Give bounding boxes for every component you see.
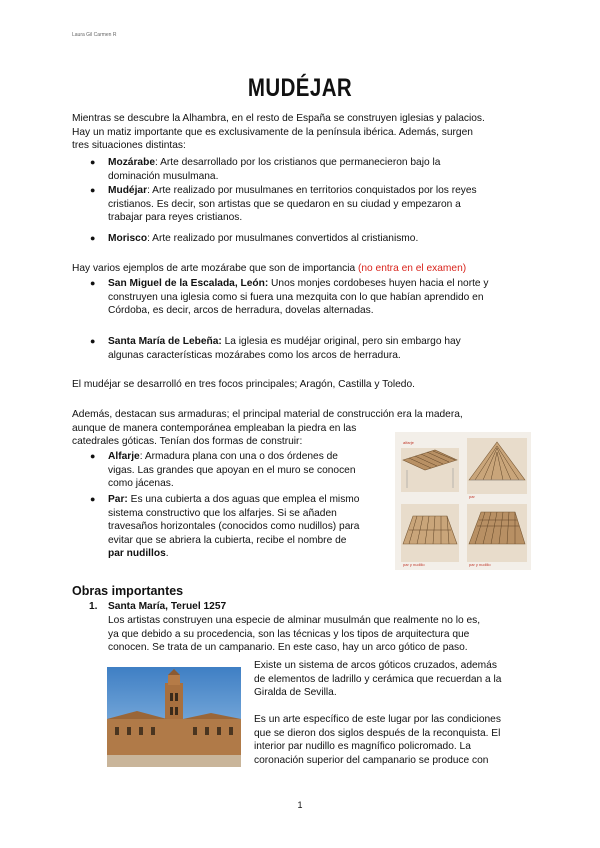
text: algunas características mozárabes como los arcos de herradura.: [108, 349, 401, 361]
diagram-label: par: [469, 494, 475, 499]
bullet-icon: ●: [90, 336, 96, 346]
diagram-label: par y nudillo: [469, 562, 491, 567]
text: aunque de manera contemporánea empleaban la piedra en las: [72, 422, 357, 434]
term: Par:: [108, 494, 128, 505]
text: evitar que se abriera la cubierta, recibe el nombre de: [108, 534, 347, 546]
text: dominación musulmana.: [108, 170, 219, 182]
page-number: 1: [297, 800, 303, 810]
text: : Arte desarrollado por los cristianos que permanecieron bajo la: [155, 157, 441, 168]
text: construyen una iglesia como si fuera una mezquita con lo que habían aprendido en: [108, 291, 484, 303]
text: sistema constructivo que los alfarjes. Si se añaden: [108, 507, 337, 519]
bullet-icon: ●: [90, 233, 96, 243]
intro-line: Mientras se descubre la Alhambra, en el resto de España se construyen iglesias y palacios.: [72, 113, 485, 124]
term: Santa María de Lebeña:: [108, 336, 222, 347]
list-item-alfarje: [108, 450, 393, 491]
term: Morisco: [108, 233, 148, 244]
text: que se dieron dos siglos después de la reconquista. El: [254, 727, 501, 739]
page-title: MUDÉJAR: [247, 74, 353, 102]
item-title: Santa María, Teruel 1257: [108, 601, 227, 612]
photo-svg: [107, 667, 241, 767]
text: catedrales góticas. Tenían dos formas de construir:: [72, 436, 303, 447]
text: conocen. Se trata de un campanario. En este caso, hay un arco gótico de paso.: [108, 642, 468, 653]
bullet-icon: ●: [90, 494, 96, 504]
text: Córdoba, es decir, arcos de herradura, dovelas alternadas.: [108, 305, 374, 316]
text: Los artistas construyen una especie de alminar musulmán que realmente no lo es,: [108, 615, 481, 626]
text: Giralda de Sevilla.: [254, 687, 337, 698]
term: Mudéjar: [108, 185, 148, 196]
text: La iglesia es mudéjar original, pero sin embargo hay: [221, 336, 461, 347]
text: Unos monjes cordobeses huyen hacia el norte y: [268, 278, 489, 289]
term: San Miguel de la Escalada, León:: [108, 278, 269, 289]
term: Mozárabe: [108, 157, 155, 168]
text: Es un arte específico de este lugar por las condiciones: [254, 714, 501, 725]
text: Existe un sistema de arcos góticos cruzados, además: [254, 660, 497, 671]
text: cristianos. Es decir, son artistas que se quedaron en su ciudad y empezaron a: [108, 198, 461, 210]
text: : Arte realizado por musulmanes convertidos al cristianismo.: [147, 233, 419, 244]
obras-right-column: [254, 659, 527, 767]
text: [254, 700, 527, 714]
text: trabajar para reyes cristianos.: [108, 212, 243, 223]
term: par nudillos: [108, 548, 166, 559]
intro-paragraph: [72, 112, 527, 153]
diagram-label: alfarje: [403, 440, 414, 445]
bullet-icon: ●: [90, 278, 96, 288]
focos-paragraph: El mudéjar se desarrolló en tres focos principales; Aragón, Castilla y Toledo.: [72, 379, 415, 390]
obras-paragraph: [108, 614, 527, 655]
par-drawing: [467, 438, 527, 494]
section-heading: Obras importantes: [72, 584, 184, 598]
text: Además, destacan sus armaduras; el principal material de construcción era la madera,: [72, 409, 463, 420]
alfarje-drawing: [401, 448, 459, 492]
examples-intro: [72, 262, 527, 276]
list-item-san-miguel: [108, 277, 527, 318]
list-item-mozarabe: [108, 156, 527, 183]
list-item-par: [108, 493, 393, 561]
exam-note: (no entra en el examen): [357, 263, 467, 274]
par-nudillo-drawing-2: [467, 504, 527, 562]
santa-maria-teruel-photo: [107, 667, 241, 767]
bullet-icon: ●: [90, 185, 96, 195]
item-number: 1.: [89, 601, 98, 612]
text: travesaños horizontales (conocidos como nudillos) para: [108, 521, 360, 532]
par-nudillo-drawing: [401, 504, 459, 562]
text: interior par nudillo es magnífico policromado. La: [254, 741, 471, 752]
diagram-label: par y nudillo: [403, 562, 425, 567]
text: de elementos de ladrillo y cerámica que recuerdan a la: [254, 673, 502, 685]
text: .: [165, 548, 169, 559]
armaduras-diagram: [395, 432, 531, 570]
bullet-icon: ●: [90, 451, 96, 461]
author-header: Laura Gil Carmen R: [72, 32, 117, 38]
list-item-santa-maria-lebena: [108, 335, 527, 362]
bullet-icon: ●: [90, 157, 96, 167]
text: coronación superior del campanario se produce con: [254, 754, 489, 766]
text: vigas. Las grandes que apoyan en el muro se conocen: [108, 464, 356, 476]
text: Es una cubierta a dos aguas que emplea el mismo: [127, 494, 360, 505]
list-item-mudejar: [108, 184, 527, 225]
text: : Arte realizado por musulmanes en territorios conquistados por los reyes: [147, 185, 477, 196]
text: : Armadura plana con una o dos órdenes de: [139, 451, 338, 462]
intro-line: Hay un matiz importante que es exclusivamente de la península ibérica. Además, surgen: [72, 126, 473, 138]
text: como jácenas.: [108, 478, 174, 489]
term: Alfarje: [108, 451, 140, 462]
list-item-morisco: [108, 232, 527, 246]
diagram-svg: [395, 432, 531, 570]
text: Hay varios ejemplos de arte mozárabe que son de importancia: [72, 263, 358, 274]
text: ya que debido a su procedencia, son las técnicas y los tipos de arquitectura que: [108, 628, 470, 640]
intro-line: tres situaciones distintas:: [72, 140, 186, 151]
